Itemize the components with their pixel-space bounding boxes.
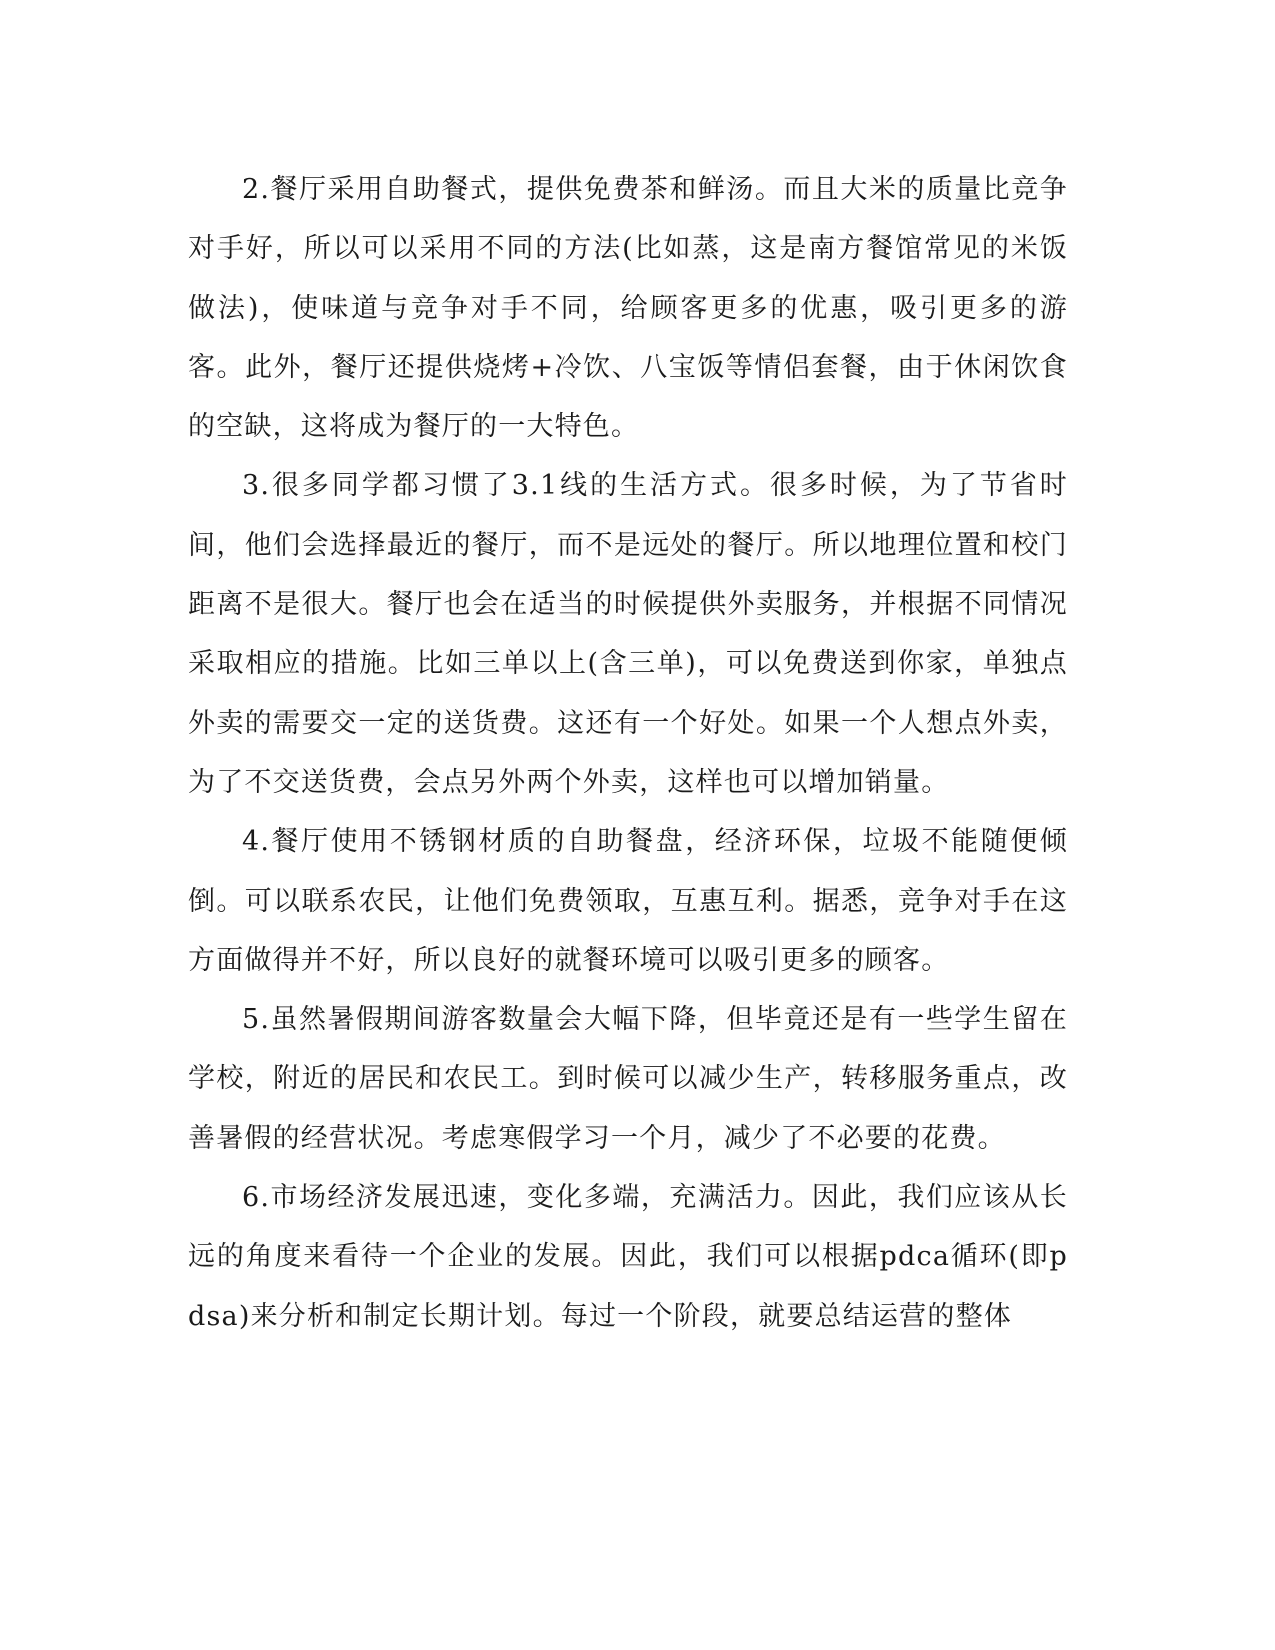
document-body	[188, 160, 1068, 1346]
paragraph-4: 4.餐厅使用不锈钢材质的自助餐盘，经济环保，垃圾不能随便倾倒。可以联系农民，让他们免费领取，互惠互利。据悉，竞争对手在这方面做得并不好，所以良好的就餐环境可以吸引更多的顾客。	[188, 826, 1068, 976]
paragraph-6: 6.市场经济发展迅速，变化多端，充满活力。因此，我们应该从长远的角度来看待一个企业的发展。因此，我们可以根据pdca循环(即pdsa)来分析和制定长期计划。每过一个阶段，就要总结运营的整体	[188, 1182, 1068, 1332]
paragraph-2: 2.餐厅采用自助餐式，提供免费茶和鲜汤。而且大米的质量比竞争对手好，所以可以采用不同的方法(比如蒸，这是南方餐馆常见的米饭做法)，使味道与竞争对手不同，给顾客更多的优惠，吸引更多的游客。此外，餐厅还提供烧烤+冷饮、八宝饭等情侣套餐，由于休闲饮食的空缺，这将成为餐厅的一大特色。	[188, 174, 1068, 443]
paragraph-5: 5.虽然暑假期间游客数量会大幅下降，但毕竟还是有一些学生留在学校，附近的居民和农民工。到时候可以减少生产，转移服务重点，改善暑假的经营状况。考虑寒假学习一个月，减少了不必要的花费。	[188, 1004, 1068, 1154]
paragraph-3: 3.很多同学都习惯了3.1线的生活方式。很多时候，为了节省时间，他们会选择最近的餐厅，而不是远处的餐厅。所以地理位置和校门距离不是很大。餐厅也会在适当的时候提供外卖服务，并根据不同情况采取相应的措施。比如三单以上(含三单)，可以免费送到你家，单独点外卖的需要交一定的送货费。这还有一个好处。如果一个人想点外卖，为了不交送货费，会点另外两个外卖，这样也可以增加销量。	[188, 470, 1068, 798]
